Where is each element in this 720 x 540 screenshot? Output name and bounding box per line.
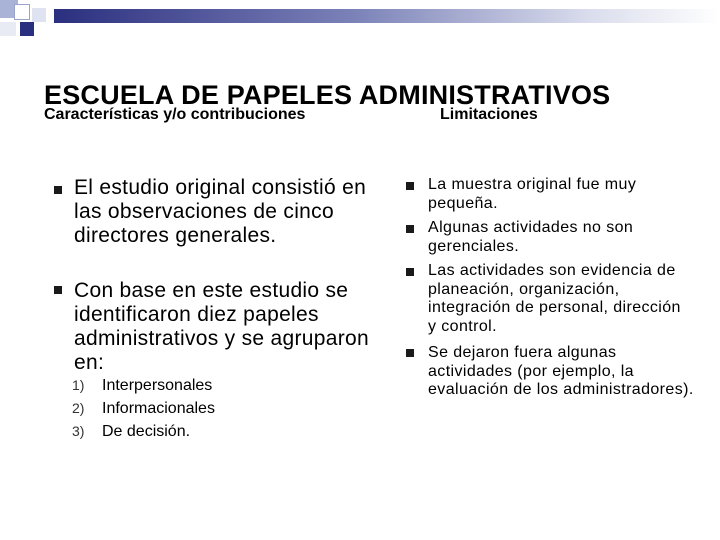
decor-square bbox=[32, 8, 46, 22]
page-title: ESCUELA DE PAPELES ADMINISTRATIVOS bbox=[44, 80, 611, 110]
right-column-heading: Limitaciones bbox=[440, 106, 538, 123]
left-bullet: Con base en este estudio se identificaron diez papeles administrativos y se agruparon en: bbox=[74, 279, 369, 374]
sub-item bbox=[72, 398, 215, 419]
decor-square bbox=[20, 22, 34, 36]
sub-item-number: 2) bbox=[72, 400, 85, 416]
sub-item bbox=[72, 375, 212, 396]
bullet-square-icon bbox=[54, 186, 62, 194]
left-column-heading: Características y/o contribuciones bbox=[44, 106, 306, 123]
right-bullet: Algunas actividades no son gerenciales. bbox=[428, 219, 634, 255]
decor-square bbox=[0, 22, 16, 36]
sub-item bbox=[72, 421, 190, 442]
sub-item-label: Informacionales bbox=[102, 400, 215, 417]
sub-item-number: 1) bbox=[72, 377, 85, 393]
decor-square bbox=[14, 4, 30, 20]
bullet-square-icon bbox=[406, 182, 414, 190]
bullet-square-icon bbox=[406, 268, 414, 276]
bullet-square-icon bbox=[406, 225, 414, 233]
right-bullet: La muestra original fue muy pequeña. bbox=[428, 176, 637, 212]
bullet-square-icon bbox=[406, 349, 414, 357]
sub-item-number: 3) bbox=[72, 423, 85, 439]
left-bullet: El estudio original consistió en las observaciones de cinco directores generales. bbox=[74, 176, 367, 247]
right-bullet: Las actividades son evidencia de planeación, organización, integración de personal, dirección y control. bbox=[428, 262, 681, 335]
sub-item-label: Interpersonales bbox=[102, 377, 213, 394]
sub-item-label: De decisión. bbox=[102, 423, 191, 440]
right-bullet: Se dejaron fuera algunas actividades (por ejemplo, la evaluación de los administradores). bbox=[428, 344, 694, 398]
top-gradient-bar bbox=[54, 9, 720, 23]
bullet-square-icon bbox=[54, 286, 62, 294]
